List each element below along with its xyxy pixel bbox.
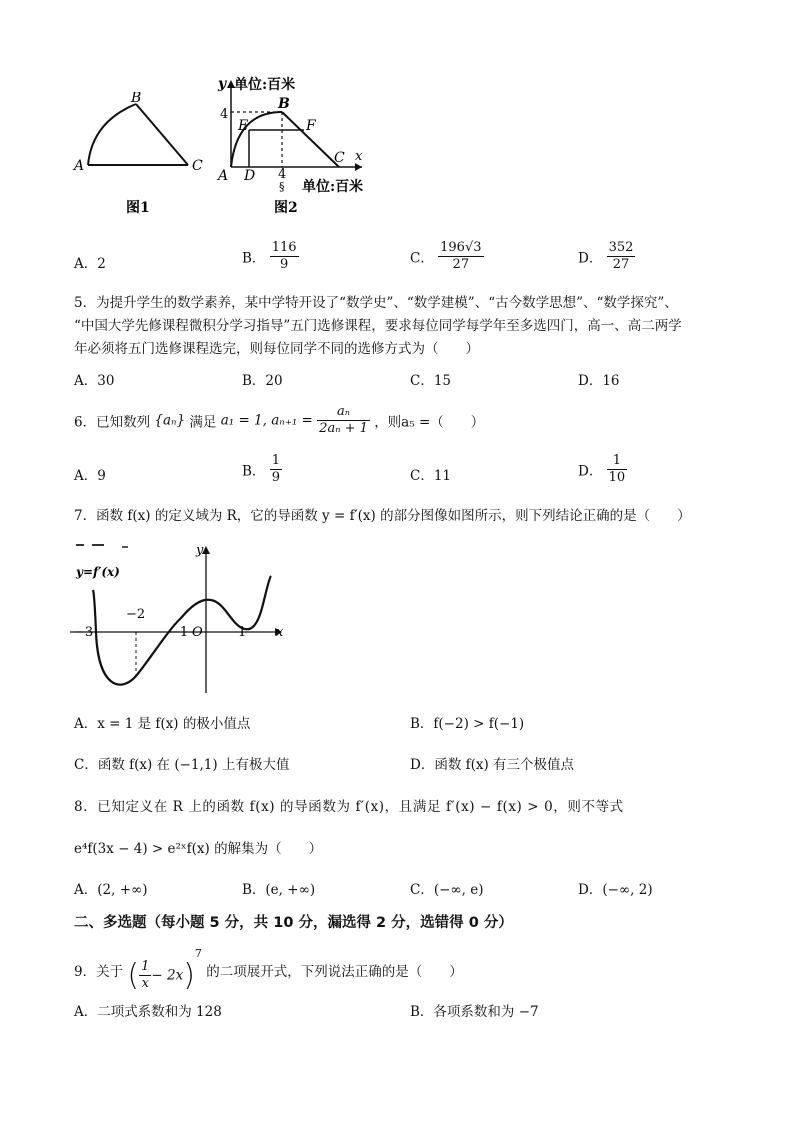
fig2-label-4y: 4 <box>220 107 229 122</box>
fig2-label-b: B <box>278 96 290 112</box>
fig1-label-c: C <box>192 158 203 174</box>
q7-stem: 7．函数 f(x) 的定义域为 R，它的导函数 y = f′(x) 的部分图像如图所示，则下列结论正确的是（ ） <box>74 508 691 524</box>
fig2-label-e: E <box>238 118 249 134</box>
fig2-unit-y: 单位:百米 <box>234 77 296 93</box>
q8-option-a[interactable]: A．(2, +∞) <box>74 882 148 898</box>
q5-stem: 5．为提升学生的数学素养，某中学特开设了“数学史”、“数学建模”、“古今数学思想”、“数学探究”、 “中国大学先修课程微积分学习指导”五门选修课程，要求每位同学每学年至多选四门，高一、高二两学 年必须将五门选修课程选完，则每位同学不同的选修方式为（ ） <box>74 295 682 357</box>
q7-option-c[interactable]: C．函数 f(x) 在 (−1,1) 上有极大值 <box>74 757 290 773</box>
q8-stem-line1: 8．已知定义在 R 上的函数 f(x) 的导函数为 f′(x)，且满足 f′(x) − f(x) > 0，则不等式 <box>74 799 624 815</box>
q9-option-b[interactable]: B．各项系数和为 −7 <box>410 1004 539 1020</box>
q7-option-b[interactable]: B．f(−2) > f(−1) <box>410 716 525 732</box>
fig2-label-d: D <box>244 168 256 184</box>
fig2-unit-x: 单位:百米 <box>302 179 364 195</box>
q6-option-d[interactable]: D． $\frac{1}{10}$ <box>578 453 626 485</box>
fig1-label-b: B <box>131 92 142 106</box>
q9-expression: ( $\frac{1}{x}$ − 2x)$^7$ <box>127 947 202 993</box>
q4-option-d[interactable]: D． $\frac{352}{27}$ <box>578 240 634 272</box>
q6-option-a[interactable]: A．9 <box>74 468 106 484</box>
q5-option-b[interactable]: B．20 <box>242 373 283 389</box>
svg-text:§: § <box>279 180 285 193</box>
fig2-caption: 图2 <box>274 200 298 216</box>
figure-2 <box>212 72 392 222</box>
q9-stem: 9．关于 ( $\frac{1}{x}$ − 2x)$^7$ 的二项展开式，下列说法正确的是（ ） <box>74 947 463 993</box>
q7-option-a[interactable]: A．x = 1 是 f(x) 的极小值点 <box>74 716 251 732</box>
figure-1 <box>70 92 220 222</box>
q8-stem-line2: e⁴f(3x − 4) > e²ˣf(x) 的解集为（ ） <box>74 841 323 857</box>
fig2-label-x: x <box>355 149 363 164</box>
fig2-label-a: A <box>218 168 229 184</box>
q7-curve-label: y=f′(x) <box>76 565 120 579</box>
section-2-title: 二、多选题（每小题 5 分，共 10 分，漏选得 2 分，选错得 0 分） <box>74 915 513 931</box>
q7-tick-1: 1 <box>238 625 247 640</box>
q7-option-d[interactable]: D．函数 f(x) 有三个极值点 <box>410 757 575 773</box>
q4-b-fraction: $\frac{116}{9}$ <box>271 240 297 272</box>
q4-option-a[interactable]: A．2 <box>74 256 106 272</box>
q5-option-a[interactable]: A．30 <box>74 373 115 389</box>
fig2-label-f: F <box>306 118 316 134</box>
q7-tick-neg3: −3 <box>74 625 94 640</box>
q4-option-b[interactable]: B． $\frac{116}{9}$ <box>242 240 297 272</box>
q7-y-label: y <box>196 543 204 558</box>
q7-origin-label: O <box>192 625 203 640</box>
q4-c-fraction: $\frac{196√3}{27}$ <box>440 240 482 272</box>
q5-option-d[interactable]: D．16 <box>578 373 620 389</box>
fig2-label-y: y <box>218 76 227 92</box>
q7-tick-neg2: −2 <box>126 607 146 622</box>
q8-option-c[interactable]: C．(−∞, e) <box>410 882 484 898</box>
q8-option-d[interactable]: D．(−∞, 2) <box>578 882 653 898</box>
q8-option-b[interactable]: B．(e, +∞) <box>242 882 316 898</box>
q6-option-c[interactable]: C．11 <box>410 468 452 484</box>
q6-option-b[interactable]: B． $\frac{1}{9}$ <box>242 453 280 485</box>
q4-option-c[interactable]: C． $\frac{196√3}{27}$ <box>410 240 482 272</box>
q6-stem: 6．已知数列 {aₙ} 满足 a₁ = 1, aₙ₊₁ = $\frac{\text{aₙ}}{\text{2aₙ + 1}}$ ，则a₅ =（ ） <box>74 404 485 436</box>
q7-x-label: x <box>276 625 284 640</box>
q6-fraction: $\frac{\text{aₙ}}{\text{2aₙ + 1}}$ <box>319 404 368 436</box>
q5-option-c[interactable]: C．15 <box>410 373 452 389</box>
q9-option-a[interactable]: A．二项式系数和为 128 <box>74 1004 222 1020</box>
fig1-label-a: A <box>74 158 85 174</box>
fig2-label-4x: 4 <box>278 167 287 182</box>
q4-d-fraction: $\frac{352}{27}$ <box>608 240 634 272</box>
fig2-label-c: C <box>334 150 345 166</box>
fig1-caption: 图1 <box>126 200 150 216</box>
q7-derivative-graph <box>66 538 296 698</box>
q7-tick-neg1: −1 <box>169 625 189 640</box>
